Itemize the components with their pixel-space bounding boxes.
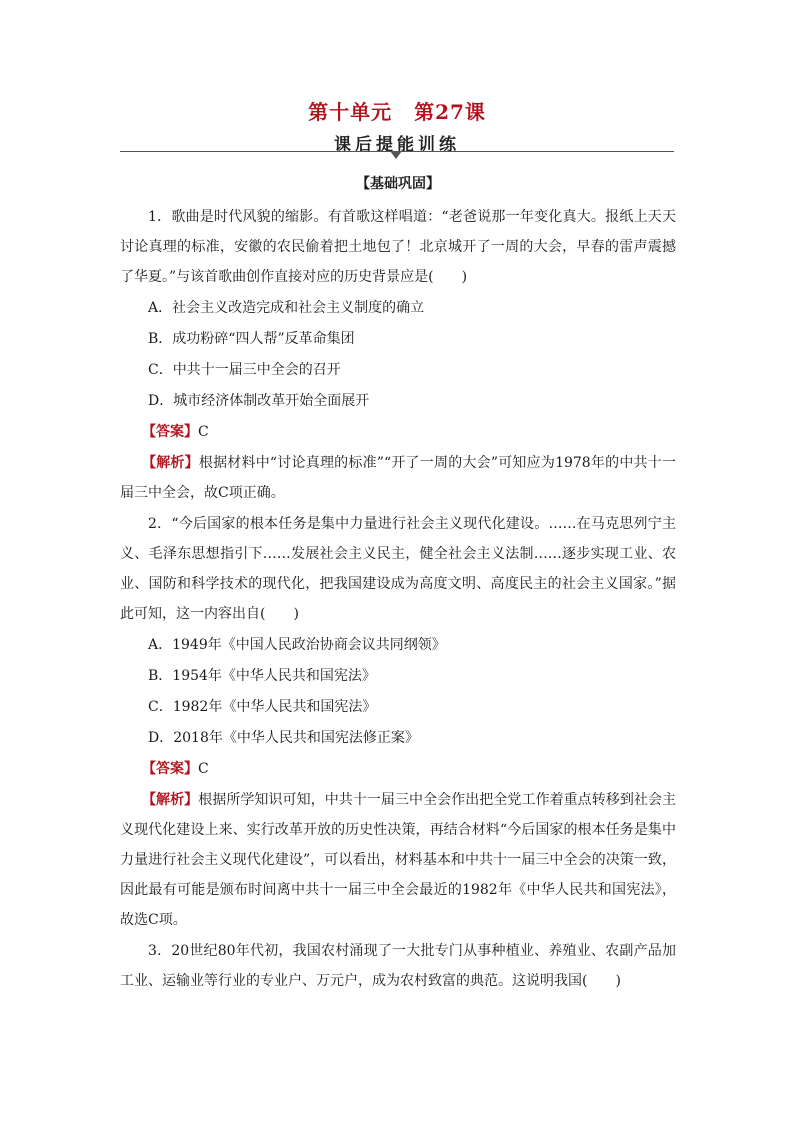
lesson-title: 第27课	[414, 100, 486, 124]
explanation-text: 根据所学知识可知，中共十一届三中全会作出把全党工作着重点转移到社会主义现代化建设上来、实行改革开放的历史性决策，再结合材料“今后国家的根本任务是集中力量进行社会主义现代化建设”，可以看出，材料基本和中共十一届三中全会的决策一致，因此最有可能是颁布时间离中共十一届三中全会最近的1982年《中华人民共和国宪法》，故选C项。	[120, 792, 677, 928]
question-2-stem: 2．“今后国家的根本任务是集中力量进行社会主义现代化建设。……在马克思列宁主义、毛泽东思想指引下……发展社会主义民主，健全社会主义法制……逐步实现工业、农业、国防和科学技术的现代化，把我国建设成为高度文明、高度民主的社会主义国家。”据此可知，这一内容出自( )	[120, 516, 676, 622]
answer-label: 【答案】	[142, 761, 198, 777]
unit-title: 第十单元	[308, 100, 393, 124]
explanation-label: 【解析】	[142, 792, 199, 808]
page-subtitle: 课后提能训练	[334, 135, 460, 155]
explanation-text: 根据材料中“讨论真理的标准”“开了一周的大会”可知应为1978年的中共十一届三中全会，故C项正确。	[120, 455, 676, 501]
answer-value: C	[198, 761, 209, 777]
question-3-stem: 3．20世纪80年代初，我国农村涌现了一大批专门从事种植业、养殖业、农副产品加工业、运输业等行业的专业户、万元户，成为农村致富的典范。这说明我国( )	[120, 943, 676, 989]
content	[120, 172, 676, 996]
answer-value: C	[198, 424, 209, 440]
question-2-option-d: D．2018年《中华人民共和国宪法修正案》	[148, 730, 419, 746]
page-title	[0, 96, 794, 125]
question-1-option-a: A．社会主义改造完成和社会主义制度的确立	[148, 300, 425, 316]
question-2-option-c: C．1982年《中华人民共和国宪法》	[148, 699, 377, 715]
question-1-explanation	[120, 448, 676, 508]
answer-label: 【答案】	[142, 424, 198, 440]
question-1-stem: 1．歌曲是时代风貌的缩影。有首歌这样唱道：“老爸说那一年变化真大。报纸上天天讨论真理的标准，安徽的农民偷着把土地包了！北京城开了一周的大会，早春的雷声震撼了华夏。”与该首歌曲创作直接对应的历史背景应是( )	[120, 209, 676, 285]
question-1-option-c: C．中共十一届三中全会的召开	[148, 362, 341, 378]
question-1-answer	[120, 417, 676, 447]
divider-triangle-icon	[390, 151, 402, 159]
question-1-option-b: B．成功粉碎“四人帮”反革命集团	[148, 331, 355, 347]
question-2-explanation	[120, 785, 676, 935]
explanation-label: 【解析】	[142, 455, 199, 471]
question-2-option-b: B．1954年《中华人民共和国宪法》	[148, 668, 376, 684]
question-2-option-a: A．1949年《中国人民政治协商会议共同纲领》	[148, 637, 446, 653]
question-2-answer	[120, 754, 676, 784]
section-heading: 【基础巩固】	[356, 176, 440, 192]
question-1-option-d: D．城市经济体制改革开始全面展开	[148, 393, 370, 409]
